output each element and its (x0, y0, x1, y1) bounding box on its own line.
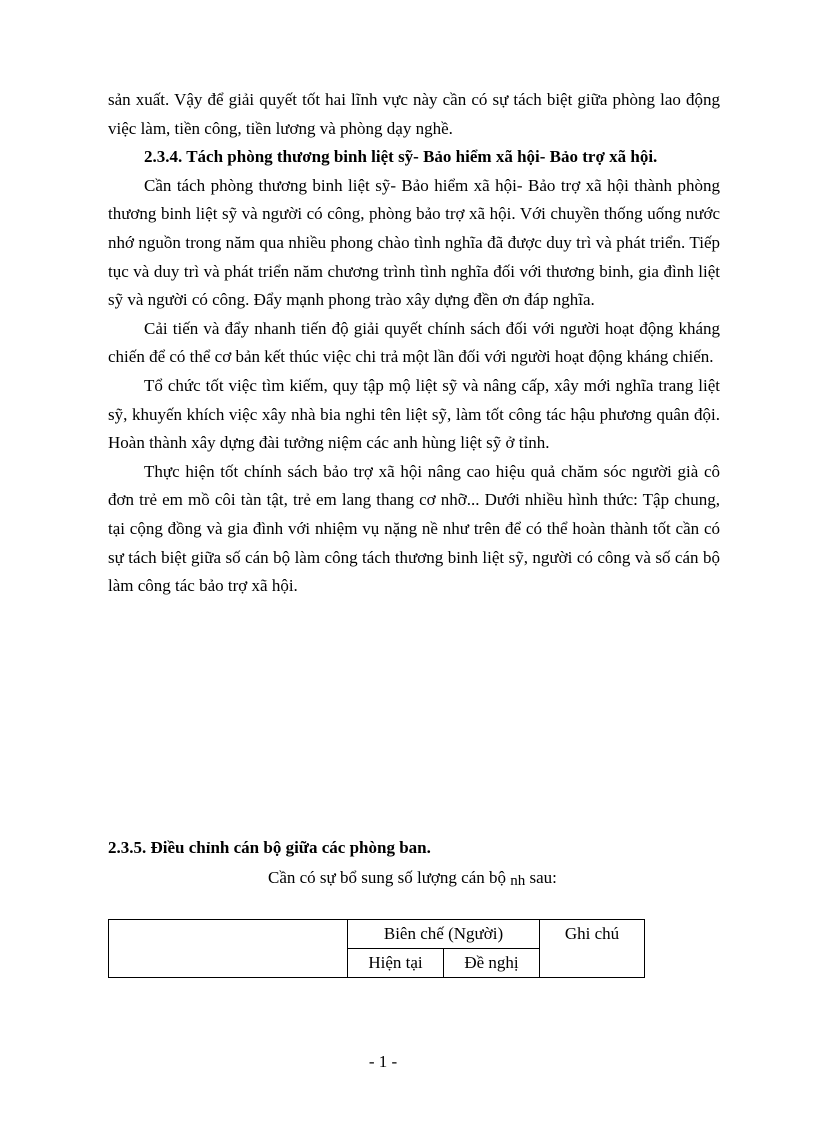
paragraph-continuation: sản xuất. Vậy để giải quyết tốt hai lĩnh vực này cần có sự tách biệt giữa phòng lao động việc làm, tiền công, tiền lương và phòng dạy nghề. (108, 90, 720, 138)
table-header-proposed: Đề nghị (444, 949, 540, 978)
paragraph: Thực hiện tốt chính sách bảo trợ xã hội nâng cao hiệu quả chăm sóc người già cô đơn trẻ em mồ côi tàn tật, trẻ em lang thang cơ nhỡ... Dưới nhiều hình thức: Tập chung, tại cộng đồng và gia đình với nhiệm vụ nặng nề như trên để có thể hoàn thành tốt cần có sự tách biệt giữa số cán bộ làm công tách thương binh liệt sỹ, người có công và số cán bộ làm công tác bảo trợ xã hội. (108, 461, 720, 596)
staffing-table (108, 919, 645, 978)
table-intro-fragment: nh (510, 873, 526, 889)
table-header-current: Hiện tại (348, 949, 444, 978)
table-header-staffing: Biên chế (Người) (348, 920, 540, 949)
table-intro-main: Cần có sự bổ sung số lượng cán bộ (268, 868, 511, 887)
table-intro-text (268, 868, 557, 888)
table-cell-empty (109, 920, 348, 978)
paragraph: Cải tiến và đẩy nhanh tiến độ giải quyết chính sách đối với người hoạt động kháng chiến để có thể cơ bản kết thúc việc chi trả một lần đối với người hoạt động kháng chiến. (108, 318, 720, 367)
table-header-note: Ghi chú (540, 920, 645, 978)
paragraph: Cần tách phòng thương binh liệt sỹ- Bảo hiểm xã hội- Bảo trợ xã hội thành phòng thương binh liệt sỹ và người có công, phòng bảo trợ xã hội. Với chuyền thống uống nước nhớ nguồn trong năm qua nhiều phong chào tình nghĩa đã được duy trì và phát triển. Tiếp tục và duy trì và phát triển năm chương trình tình nghĩa đối với thương binh, gia đình liệt sỹ và người có công. Đẩy mạnh phong trào xây dựng đền ơn đáp nghĩa. (108, 175, 720, 310)
paragraph: Tổ chức tốt việc tìm kiếm, quy tập mộ liệt sỹ và nâng cấp, xây mới nghĩa trang liệt sỹ, khuyến khích việc xây nhà bia nghi tên liệt sỹ, làm tốt công tác hậu phương quân đội. Hoàn thành xây dựng đài tưởng niệm các anh hùng liệt sỹ ở tỉnh. (108, 375, 720, 453)
section-heading-2-3-4: 2.3.4. Tách phòng thương binh liệt sỹ- Bảo hiểm xã hội- Bảo trợ xã hội. (144, 147, 658, 167)
table-intro-end: sau: (525, 868, 557, 887)
page-number: - 1 - (368, 1052, 398, 1071)
section-heading-2-3-5: 2.3.5. Điều chỉnh cán bộ giữa các phòng ban. (108, 838, 431, 857)
body-text (108, 86, 720, 601)
